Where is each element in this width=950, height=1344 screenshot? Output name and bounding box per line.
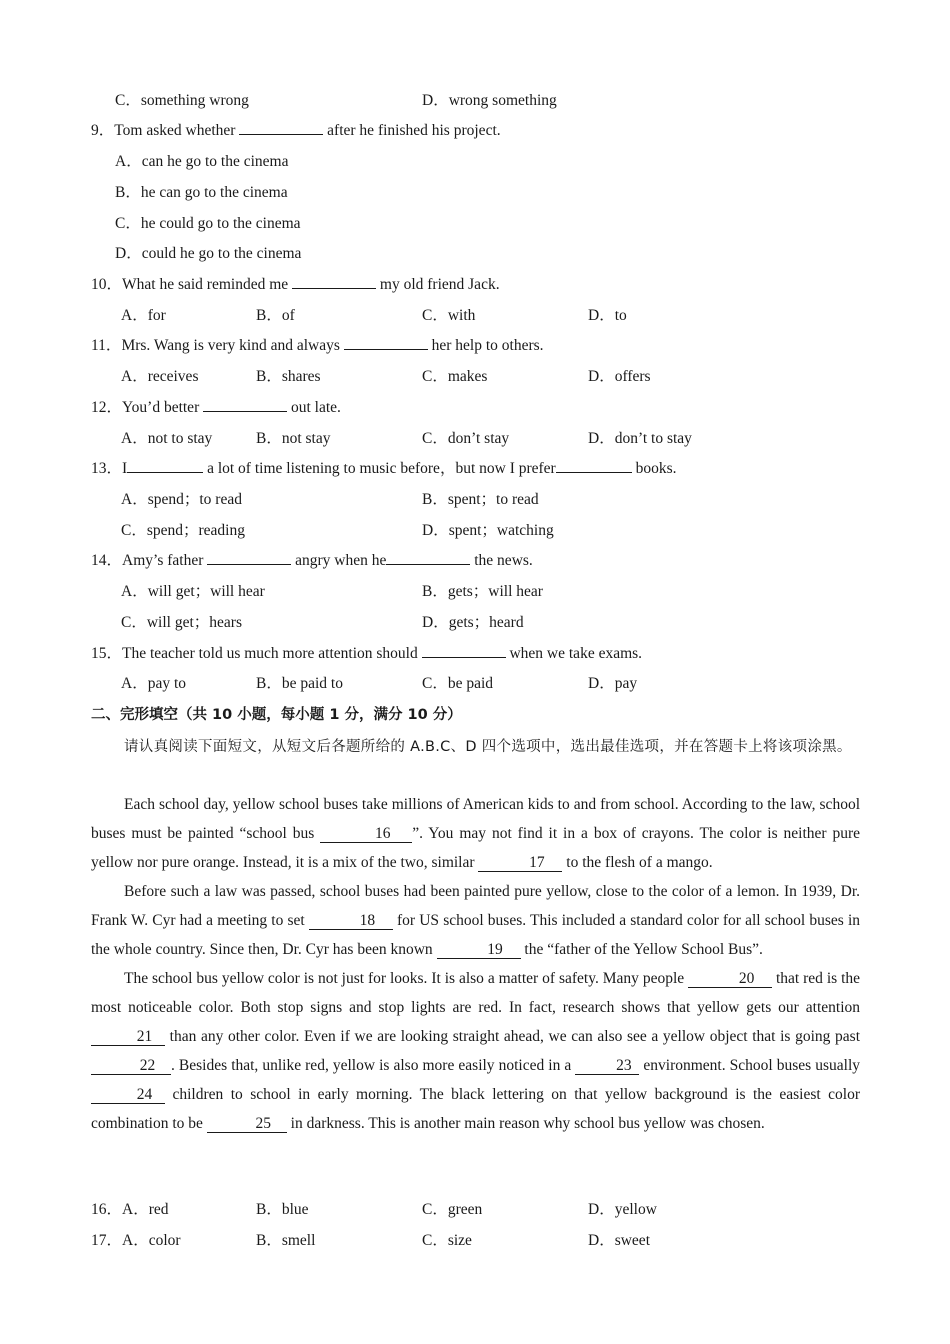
blank-19[interactable]: 19 — [437, 942, 521, 959]
q12-option-b[interactable]: B．not stay — [256, 430, 331, 447]
question-13: 13．I a lot of time listening to music before，but now I prefer books. — [91, 460, 677, 477]
question-15: 15．The teacher told us much more attention should when we take exams. — [91, 645, 643, 662]
section-heading: 二、完形填空（共 10 小题，每小题 1 分，满分 10 分） — [91, 707, 462, 723]
blank-21[interactable]: 21 — [91, 1029, 165, 1046]
q11-option-c[interactable]: C．makes — [422, 368, 488, 385]
q17-option-b[interactable]: B．smell — [256, 1232, 316, 1249]
q15-option-b[interactable]: B．be paid to — [256, 675, 343, 692]
cloze-passage — [91, 790, 860, 1138]
blank-25[interactable]: 25 — [207, 1116, 287, 1133]
paragraph-2: Before such a law was passed, school buses had been painted pure yellow, close to the color of a lemon. In 1939, Dr. Frank W. Cyr had a meeting to set 18 for US school buses. This included a standard color for all school buses in the whole country. Since then, Dr. Cyr has been known 19 the “father of the Yellow School Bus”. — [91, 883, 861, 958]
paragraph-1: Each school day, yellow school buses take millions of American kids to and from school. According to the law, school buses must be painted “school bus 16 ”. You may not find it in a box of crayons. The color is neither pure yellow nor pure orange. Instead, it is a mix of the two, similar 17 to the flesh of a mango. — [91, 796, 861, 871]
question-10: 10．What he said reminded me my old friend Jack. — [91, 276, 500, 293]
q13-option-d[interactable]: D．spent；watching — [422, 522, 554, 539]
q14-option-d[interactable]: D．gets；heard — [422, 614, 524, 631]
q9-option-c[interactable]: C．he could go to the cinema — [115, 215, 301, 232]
question-12: 12．You’d better out late. — [91, 399, 341, 416]
q9-option-b[interactable]: B．he can go to the cinema — [115, 184, 288, 201]
question-14: 14．Amy’s father angry when he the news. — [91, 552, 533, 569]
answer-blank[interactable] — [422, 657, 506, 658]
blank-16[interactable]: 16 — [320, 826, 412, 843]
q10-option-d[interactable]: D．to — [588, 307, 627, 324]
q12-option-d[interactable]: D．don’t to stay — [588, 430, 692, 447]
q14-option-b[interactable]: B．gets；will hear — [422, 583, 543, 600]
q11-option-d[interactable]: D．offers — [588, 368, 651, 385]
q12-option-a[interactable]: A．not to stay — [121, 430, 213, 447]
q17-option-c[interactable]: C．size — [422, 1232, 472, 1249]
q10-option-a[interactable]: A．for — [121, 307, 166, 324]
answer-blank[interactable] — [386, 564, 470, 565]
q15-option-a[interactable]: A．pay to — [121, 675, 187, 692]
answer-blank[interactable] — [344, 349, 428, 350]
answer-blank[interactable] — [203, 411, 287, 412]
blank-18[interactable]: 18 — [309, 913, 393, 930]
q11-option-a[interactable]: A．receives — [121, 368, 199, 385]
q8-option-c[interactable]: C．something wrong — [115, 92, 249, 109]
q15-option-d[interactable]: D．pay — [588, 675, 638, 692]
q11-option-b[interactable]: B．shares — [256, 368, 321, 385]
q8-option-d[interactable]: D．wrong something — [422, 92, 557, 109]
answer-blank[interactable] — [239, 134, 323, 135]
paragraph-3: The school bus yellow color is not just for looks. It is also a matter of safety. Many people 20 that red is the most noticeable color. Both stop signs and stop lights are red. In fact, research shows that yellow gets our attention 21 than any other color. Even if we are looking straight ahead, we can also see a yellow object that is going past 22 . Besides that, unlike red, yellow is also more easily noticed in a 23 environment. School buses usually 24 children to school in early morning. The black lettering on that yellow background is the easiest color combination to be 25 in darkness. This is another main reason why school bus yellow was chosen. — [91, 970, 861, 1132]
answer-blank[interactable] — [556, 472, 632, 473]
question-11: 11．Mrs. Wang is very kind and always her help to others. — [91, 337, 544, 354]
blank-22[interactable]: 22 — [91, 1058, 171, 1075]
q13-option-c[interactable]: C．spend；reading — [121, 522, 245, 539]
q15-option-c[interactable]: C．be paid — [422, 675, 494, 692]
answer-blank[interactable] — [207, 564, 291, 565]
q10-option-c[interactable]: C．with — [422, 307, 476, 324]
instruction-text: 请认真阅读下面短文，从短文后各题所给的 A.B.C、D 四个选项中，选出最佳选项，并在答题卡上将该项涂黑。 — [124, 739, 852, 755]
q16-option-a[interactable]: 16．A．red — [91, 1201, 169, 1218]
q16-option-b[interactable]: B．blue — [256, 1201, 309, 1218]
q14-option-c[interactable]: C．will get；hears — [121, 614, 242, 631]
q9-option-d[interactable]: D．could he go to the cinema — [115, 245, 302, 262]
blank-23[interactable]: 23 — [575, 1058, 639, 1075]
answer-blank[interactable] — [292, 288, 376, 289]
blank-24[interactable]: 24 — [91, 1087, 165, 1104]
q16-option-d[interactable]: D．yellow — [588, 1201, 657, 1218]
q12-option-c[interactable]: C．don’t stay — [422, 430, 510, 447]
q16-option-c[interactable]: C．green — [422, 1201, 483, 1218]
q13-option-a[interactable]: A．spend；to read — [121, 491, 242, 508]
q10-option-b[interactable]: B．of — [256, 307, 295, 324]
q17-option-d[interactable]: D．sweet — [588, 1232, 650, 1249]
q9-option-a[interactable]: A．can he go to the cinema — [115, 153, 289, 170]
answer-blank[interactable] — [127, 472, 203, 473]
q13-option-b[interactable]: B．spent；to read — [422, 491, 539, 508]
question-9: 9．Tom asked whether after he finished his project. — [91, 122, 501, 139]
blank-20[interactable]: 20 — [688, 971, 772, 988]
q17-option-a[interactable]: 17．A．color — [91, 1232, 181, 1249]
blank-17[interactable]: 17 — [478, 855, 562, 872]
q14-option-a[interactable]: A．will get；will hear — [121, 583, 265, 600]
